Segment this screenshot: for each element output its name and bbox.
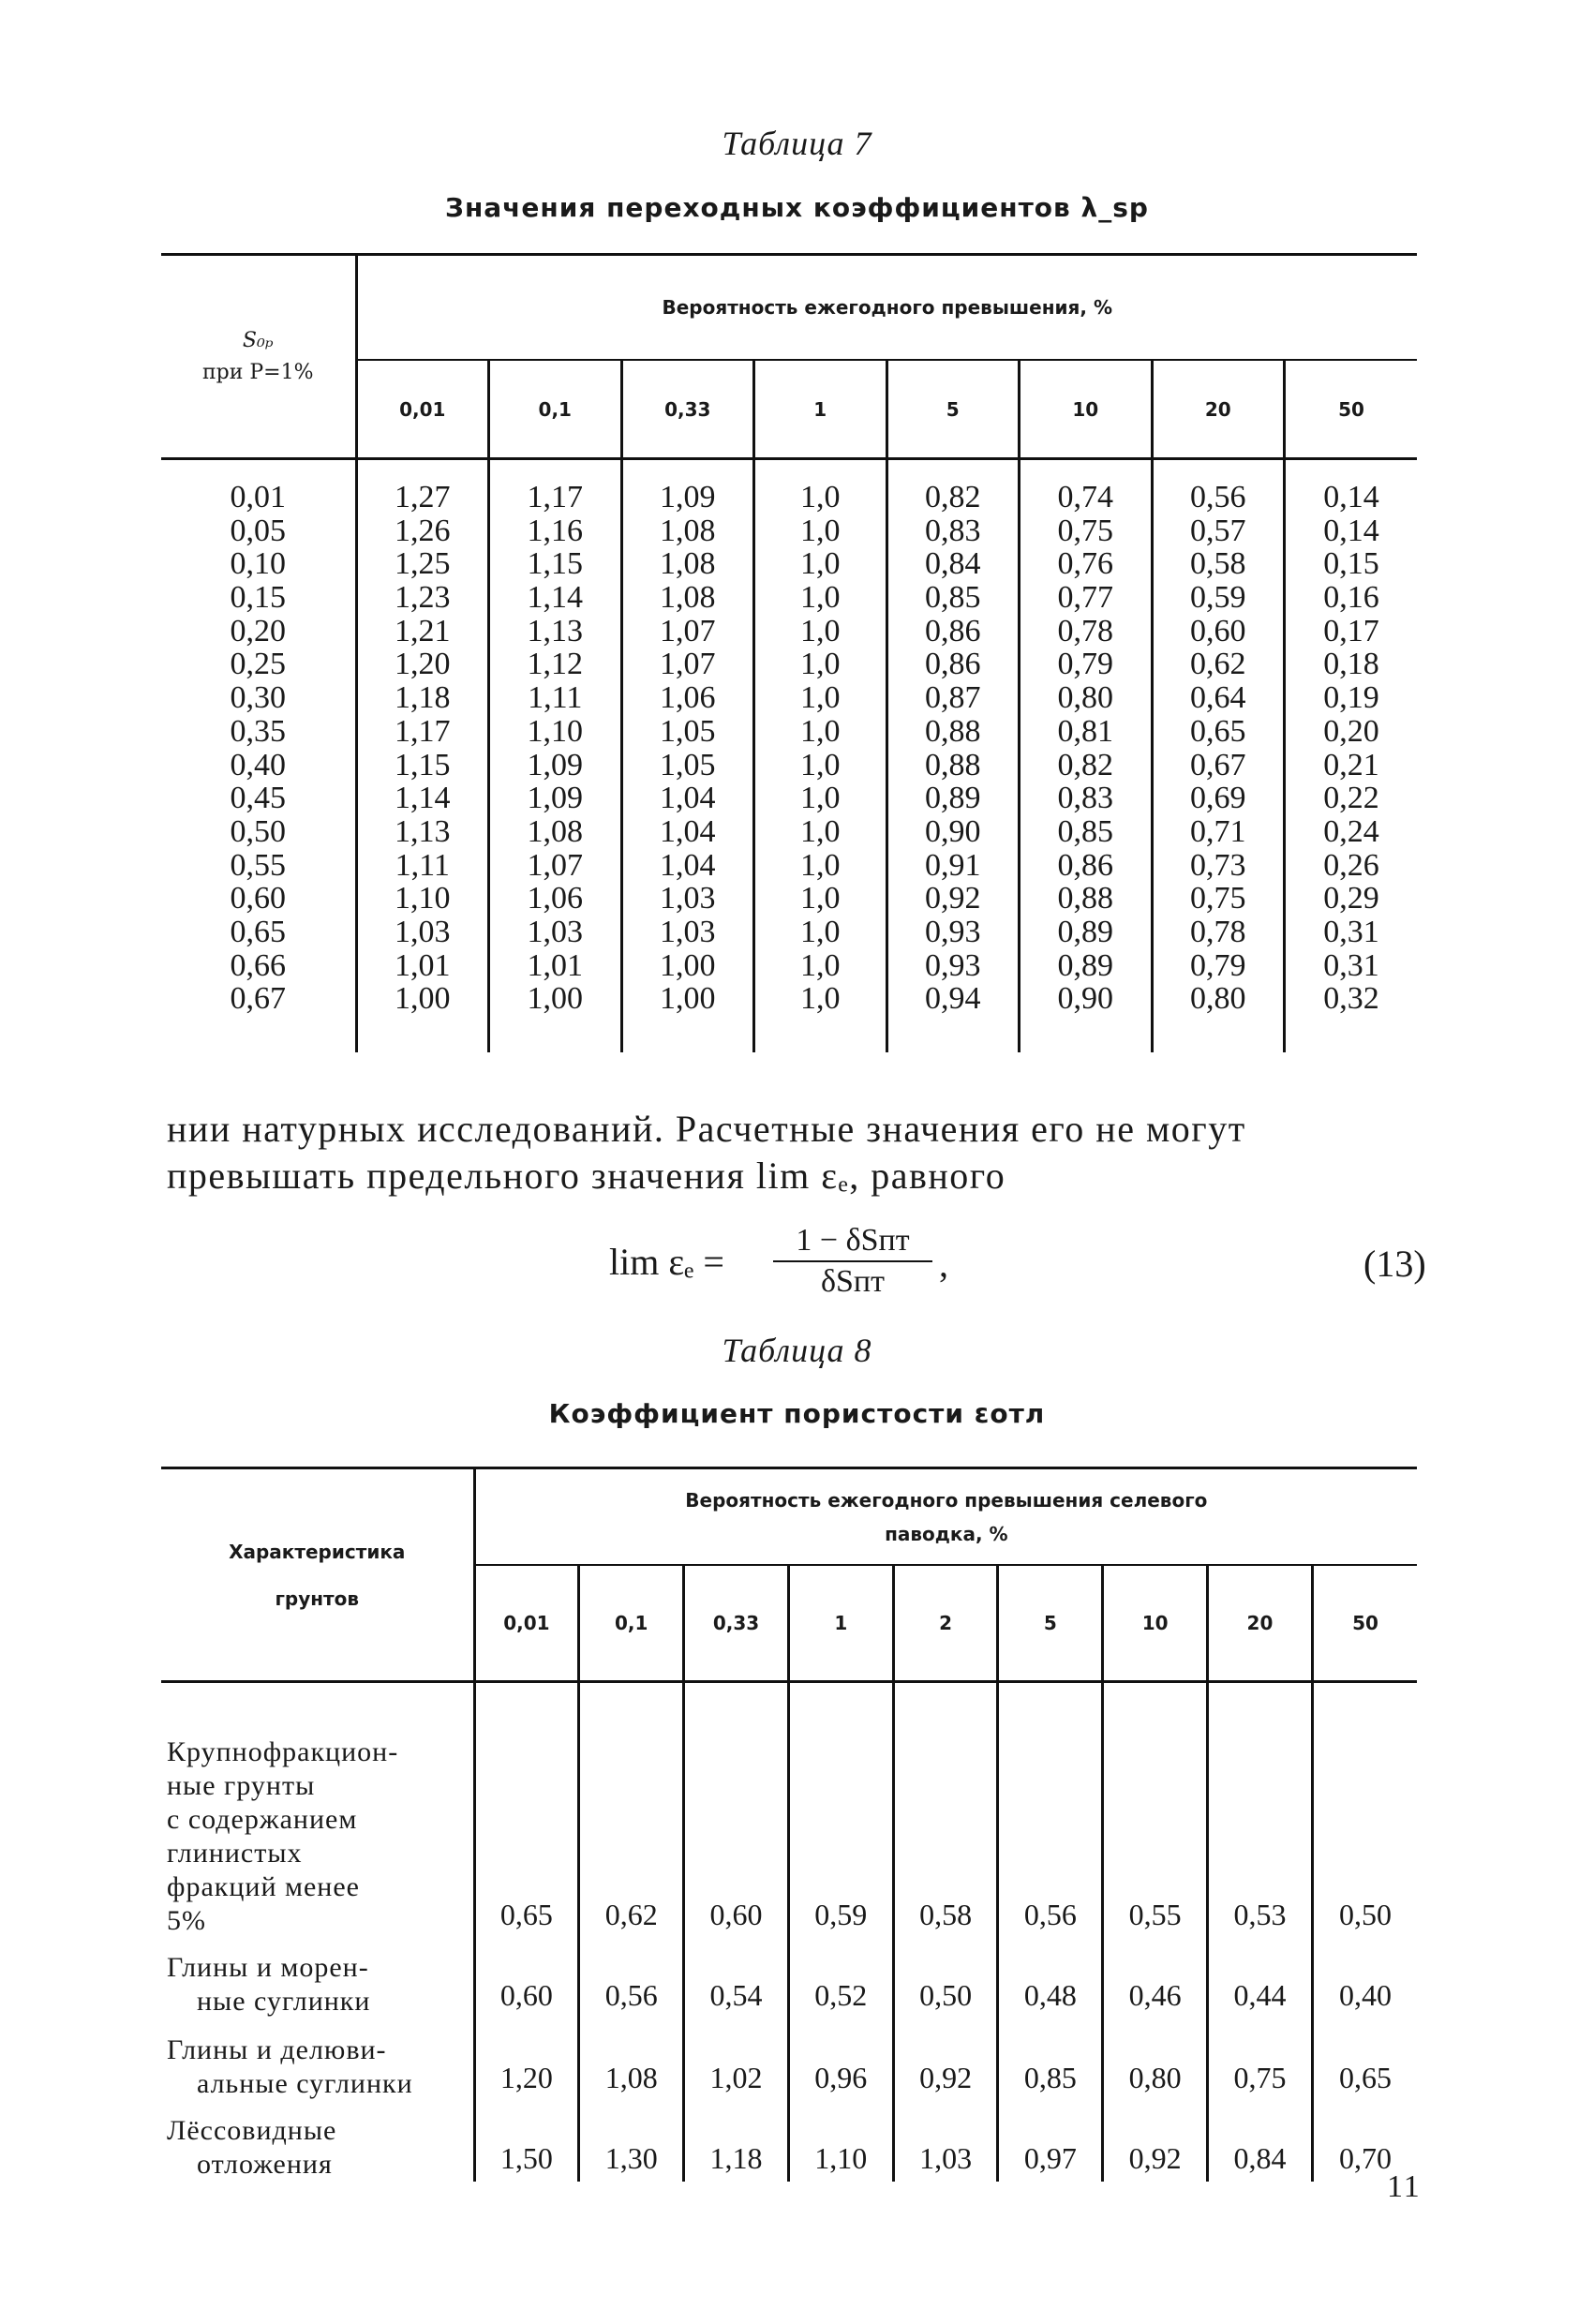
table7-cell: 1,17	[395, 713, 451, 749]
table7-stub-value: 0,35	[230, 713, 286, 749]
table7-cell: 0,77	[1057, 580, 1113, 616]
table7-cell: 1,26	[395, 513, 451, 548]
table8-cell: 0,80	[1103, 2019, 1208, 2101]
table7-cell: 0,80	[1057, 680, 1113, 716]
table8-group-header	[474, 1469, 1417, 1565]
table7-stub-header-symbol: S₀ₚ	[242, 328, 274, 352]
table8-soil-line: отложения	[197, 2149, 333, 2180]
table8-cell: 0,59	[788, 1709, 893, 1938]
table8-soil-line: альные суглинки	[197, 2068, 413, 2099]
table7-stub-value: 0,55	[230, 847, 286, 883]
table7-value-column	[754, 459, 887, 1053]
table8-cell: 0,75	[1208, 2019, 1313, 2101]
table7-cell: 0,88	[925, 747, 981, 782]
table7	[161, 253, 1417, 1052]
table7-cell: 1,20	[395, 647, 451, 682]
table8-prob-header: 0,1	[579, 1565, 684, 1681]
table7-cell: 1,04	[660, 847, 716, 883]
table7-cell: 0,14	[1323, 480, 1379, 514]
table8-cell: 0,97	[998, 2101, 1103, 2182]
table7-cell: 0,89	[925, 781, 981, 816]
table8-cell: 0,96	[788, 2019, 893, 2101]
table8-soil-line: глинистых	[167, 1838, 303, 1869]
table8-spacer-cell	[998, 1682, 1103, 1710]
table7-cell: 0,32	[1323, 981, 1379, 1017]
table7-cell: 1,03	[527, 914, 583, 949]
table8-caption: Таблица 8	[722, 1332, 872, 1369]
table8-cell: 0,55	[1103, 1709, 1208, 1938]
table8-cell: 0,92	[1103, 2101, 1208, 2182]
table8-cell: 0,58	[893, 1709, 998, 1938]
table7-cell: 0,86	[925, 647, 981, 682]
table8-cell: 0,44	[1208, 1938, 1313, 2019]
table7-cell: 0,82	[1057, 747, 1113, 782]
table8-cell: 1,50	[474, 2101, 579, 2182]
table7-prob-header: 5	[886, 360, 1020, 459]
formula-comma: ,	[939, 1243, 948, 1285]
table7-cell: 1,0	[800, 981, 841, 1017]
table7-cell: 0,80	[1190, 981, 1246, 1017]
table7-cell: 0,17	[1323, 613, 1379, 648]
formula-lhs: lim εₑ =	[609, 1241, 724, 1283]
table7-cell: 0,88	[925, 713, 981, 749]
table8-cell: 0,65	[1312, 2019, 1417, 2101]
table8-cell: 0,62	[579, 1709, 684, 1938]
table8-stub-header-line2: грунтов	[275, 1587, 360, 1610]
table7-cell: 1,15	[527, 546, 583, 582]
table7-stub-value: 0,15	[230, 580, 286, 616]
table7-cell: 1,11	[395, 847, 450, 883]
table8-cell: 0,52	[788, 1938, 893, 2019]
table7-cell: 1,0	[800, 847, 841, 883]
table8-prob-header: 5	[998, 1565, 1103, 1681]
table7-cell: 0,93	[925, 914, 981, 949]
table7-cell: 0,90	[1057, 981, 1113, 1017]
table7-stub-value: 0,05	[230, 513, 286, 548]
table8-soil-label	[161, 2101, 474, 2182]
table8-spacer-row	[161, 1682, 1417, 1710]
table7-value-column	[1285, 459, 1418, 1053]
table7-stub-value: 0,20	[230, 613, 286, 648]
table7-cell: 1,0	[800, 747, 841, 782]
table8-spacer-cell	[788, 1682, 893, 1710]
table7-stub-header	[161, 256, 356, 459]
formula-denominator: δSпт	[821, 1264, 885, 1299]
table7-cell: 0,18	[1323, 647, 1379, 682]
table7-cell: 1,11	[528, 680, 583, 716]
table8-prob-header: 1	[788, 1565, 893, 1681]
table8-cell: 0,84	[1208, 2101, 1313, 2182]
table7-stub-value: 0,45	[230, 781, 286, 816]
equation-number: (13)	[1363, 1243, 1426, 1285]
table7-cell: 0,86	[1057, 847, 1113, 883]
table7-cell: 0,65	[1190, 713, 1246, 749]
table7-prob-header: 50	[1285, 360, 1418, 459]
table7-prob-header: 10	[1020, 360, 1153, 459]
table7-cell: 0,20	[1323, 713, 1379, 749]
table7-cell: 0,62	[1190, 647, 1246, 682]
table7-cell: 1,0	[800, 480, 841, 514]
table7-cell: 1,07	[527, 847, 583, 883]
table7-cell: 0,78	[1057, 613, 1113, 648]
table8-cell: 0,53	[1208, 1709, 1313, 1938]
table8-spacer-cell	[893, 1682, 998, 1710]
table7-cell: 1,14	[395, 781, 451, 816]
table8-spacer-cell	[1103, 1682, 1208, 1710]
table7-cell: 1,21	[395, 613, 451, 648]
table7-cell: 0,85	[1057, 813, 1113, 849]
paragraph-line-1: нии натурных исследований. Расчетные значения его не могут	[167, 1108, 1246, 1150]
table7-cell: 0,75	[1190, 881, 1246, 916]
table7-cell: 0,93	[925, 947, 981, 983]
table8-soil-label	[161, 2019, 474, 2101]
table7-cell: 1,07	[660, 647, 716, 682]
table7-cell: 0,90	[925, 813, 981, 849]
table8-cell: 0,60	[684, 1709, 789, 1938]
table8-row	[161, 1709, 1417, 1938]
table7-cell: 1,06	[660, 680, 716, 716]
table7-stub-column	[161, 459, 356, 1053]
table7-cell: 0,79	[1057, 647, 1113, 682]
table8-row	[161, 2101, 1417, 2182]
formula-fraction	[773, 1223, 932, 1300]
table7-cell: 0,29	[1323, 881, 1379, 916]
table7-cell: 0,31	[1323, 914, 1379, 949]
table7-cell: 1,09	[527, 747, 583, 782]
table8-soil-line: Глины и делюви-	[167, 2034, 387, 2065]
table8-cell: 1,03	[893, 2101, 998, 2182]
table8-cell: 1,08	[579, 2019, 684, 2101]
table7-cell: 0,92	[925, 881, 981, 916]
table7-cell: 1,08	[660, 546, 716, 582]
table8-spacer-stub	[161, 1682, 474, 1710]
table7-value-column	[1152, 459, 1285, 1053]
table7-cell: 0,85	[925, 580, 981, 616]
table8-stub-header	[161, 1469, 474, 1682]
table7-cell: 1,18	[395, 680, 451, 716]
table7-cell: 1,0	[800, 813, 841, 849]
table7-cell: 1,08	[527, 813, 583, 849]
table8-row	[161, 2019, 1417, 2101]
table7-cell: 1,15	[395, 747, 451, 782]
table7-cell: 0,78	[1190, 914, 1246, 949]
table7-cell: 0,56	[1190, 480, 1246, 514]
table8-soil-line: фракций менее	[167, 1871, 360, 1902]
table7-cell: 0,94	[925, 981, 981, 1017]
table7-cell: 1,0	[800, 914, 841, 949]
table7-cell: 0,88	[1057, 881, 1113, 916]
table8-row	[161, 1938, 1417, 2019]
table7-cell: 1,00	[660, 981, 716, 1017]
table7-cell: 1,0	[800, 781, 841, 816]
table7-cell: 1,08	[660, 580, 716, 616]
table7-cell: 0,76	[1057, 546, 1113, 582]
table7-group-header: Вероятность ежегодного превышения, %	[356, 256, 1417, 360]
table8-soil-line: Лёссовидные	[167, 2115, 337, 2146]
table7-cell: 1,01	[395, 947, 451, 983]
table7-cell: 0,31	[1323, 947, 1379, 983]
table8-soil-label	[161, 1938, 474, 2019]
table8-spacer-cell	[1208, 1682, 1313, 1710]
table7-cell: 0,83	[925, 513, 981, 548]
table8-prob-header: 0,33	[684, 1565, 789, 1681]
table8-prob-header: 50	[1312, 1565, 1417, 1681]
table7-cell: 1,17	[527, 480, 583, 514]
table7-cell: 0,16	[1323, 580, 1379, 616]
table7-body-row	[161, 459, 1417, 1053]
table7-prob-header: 0,01	[356, 360, 489, 459]
table7-cell: 1,09	[527, 781, 583, 816]
table7-stub-value: 0,50	[230, 813, 286, 849]
table8-prob-header: 10	[1103, 1565, 1208, 1681]
table7-cell: 0,24	[1323, 813, 1379, 849]
table7-cell: 0,89	[1057, 914, 1113, 949]
table7-cell: 1,00	[527, 981, 583, 1017]
table8-prob-header: 2	[893, 1565, 998, 1681]
table7-cell: 0,82	[925, 480, 981, 514]
table7-cell: 1,06	[527, 881, 583, 916]
table7-cell: 1,03	[660, 881, 716, 916]
table8-soil-label	[161, 1709, 474, 1938]
table7-cell: 0,74	[1057, 480, 1113, 514]
table7-stub-value: 0,40	[230, 747, 286, 782]
table8-cell: 1,02	[684, 2019, 789, 2101]
table8-cell: 0,65	[474, 1709, 579, 1938]
table7-stub-value: 0,25	[230, 647, 286, 682]
table7-cell: 1,08	[660, 513, 716, 548]
table7-cell: 0,91	[925, 847, 981, 883]
table7-value-column	[1020, 459, 1153, 1053]
table7-cell: 1,09	[660, 480, 716, 514]
table7-cell: 1,03	[395, 914, 451, 949]
table7-cell: 1,0	[800, 947, 841, 983]
table7-prob-header: 0,1	[489, 360, 622, 459]
table7-cell: 1,0	[800, 647, 841, 682]
table8-body	[161, 1682, 1417, 2182]
table7-stub-value: 0,30	[230, 680, 286, 716]
table8-cell: 0,92	[893, 2019, 998, 2101]
table7-cell: 1,05	[660, 713, 716, 749]
table7-cell: 0,67	[1190, 747, 1246, 782]
table7-cell: 1,0	[800, 680, 841, 716]
table8-prob-header: 0,01	[474, 1565, 579, 1681]
table8-cell: 0,70	[1312, 2101, 1417, 2182]
table7-stub-value: 0,67	[230, 981, 286, 1017]
table7-cell: 1,16	[527, 513, 583, 548]
table7-stub-value: 0,60	[230, 881, 286, 916]
table8-soil-line: Крупнофракцион-	[167, 1736, 399, 1767]
table7-cell: 1,13	[527, 613, 583, 648]
table8-spacer-cell	[579, 1682, 684, 1710]
table7-cell: 1,0	[800, 613, 841, 648]
table8-stub-header-line1: Характеристика	[229, 1540, 406, 1563]
table7-cell: 1,05	[660, 747, 716, 782]
table7-cell: 0,83	[1057, 781, 1113, 816]
table8-cell: 0,50	[893, 1938, 998, 2019]
table8-cell: 0,50	[1312, 1709, 1417, 1938]
table7-cell: 0,21	[1323, 747, 1379, 782]
table8-group-header-line2: паводка, %	[885, 1522, 1008, 1545]
table7-stub-value: 0,66	[230, 947, 286, 983]
table8-cell: 1,18	[684, 2101, 789, 2182]
table8-spacer-cell	[684, 1682, 789, 1710]
table8-title: Коэффициент пористости εотл	[548, 1398, 1046, 1429]
table8-cell: 0,40	[1312, 1938, 1417, 2019]
table7-cell: 1,10	[395, 881, 451, 916]
table8-spacer-cell	[1312, 1682, 1417, 1710]
table8-cell: 1,10	[788, 2101, 893, 2182]
table8-cell: 0,48	[998, 1938, 1103, 2019]
table8	[161, 1467, 1417, 2182]
table7-cell: 1,04	[660, 781, 716, 816]
table7-cell: 1,27	[395, 480, 451, 514]
table8-cell: 0,54	[684, 1938, 789, 2019]
table8-cell: 0,85	[998, 2019, 1103, 2101]
table7-cell: 0,84	[925, 546, 981, 582]
table7-prob-header: 0,33	[621, 360, 754, 459]
table7-cell: 0,22	[1323, 781, 1379, 816]
table7-stub-header-condition: при P=1%	[201, 360, 314, 384]
table7-cell: 0,73	[1190, 847, 1246, 883]
paragraph-line-2: превышать предельного значения lim εₑ, равного	[167, 1155, 1006, 1197]
table8-prob-header: 20	[1208, 1565, 1313, 1681]
table8-soil-line: 5%	[167, 1905, 206, 1936]
table7-cell: 1,0	[800, 580, 841, 616]
table7-value-column	[489, 459, 622, 1053]
table8-cell: 0,56	[998, 1709, 1103, 1938]
table7-cell: 1,14	[527, 580, 583, 616]
table7-cell: 0,86	[925, 613, 981, 648]
table7-cell: 1,07	[660, 613, 716, 648]
table7-title: Значения переходных коэффициентов λ_sp	[445, 192, 1149, 223]
page-number: 11	[1387, 2169, 1422, 2204]
table7-cell: 0,19	[1323, 680, 1379, 716]
table7-cell: 1,01	[527, 947, 583, 983]
table7-cell: 1,0	[800, 513, 841, 548]
table7-cell: 1,10	[527, 713, 583, 749]
table7-stub-value: 0,01	[230, 480, 286, 514]
table7-cell: 0,15	[1323, 546, 1379, 582]
table8-soil-line: с содержанием	[167, 1804, 358, 1835]
table7-cell: 1,04	[660, 813, 716, 849]
table8-soil-line: ные грунты	[167, 1770, 316, 1801]
table7-cell: 1,00	[660, 947, 716, 983]
formula-numerator: 1 − δSпт	[773, 1223, 932, 1262]
table7-value-column	[886, 459, 1020, 1053]
table8-cell: 0,56	[579, 1938, 684, 2019]
table7-cell: 0,69	[1190, 781, 1246, 816]
table8-cell: 0,46	[1103, 1938, 1208, 2019]
table8-cell: 1,30	[579, 2101, 684, 2182]
table7-cell: 1,13	[395, 813, 451, 849]
table7-cell: 0,64	[1190, 680, 1246, 716]
table7-prob-header: 1	[754, 360, 887, 459]
table7-cell: 0,14	[1323, 513, 1379, 548]
table7-cell: 0,75	[1057, 513, 1113, 548]
table7-stub-value: 0,65	[230, 914, 286, 949]
table7-cell: 0,26	[1323, 847, 1379, 883]
table7-cell: 0,59	[1190, 580, 1246, 616]
table8-group-header-line1: Вероятность ежегодного превышения селевого	[685, 1488, 1208, 1512]
table7-cell: 0,81	[1057, 713, 1113, 749]
table7-value-column	[356, 459, 489, 1053]
table7-cell: 0,58	[1190, 546, 1246, 582]
table7-cell: 0,71	[1190, 813, 1246, 849]
table7-cell: 1,23	[395, 580, 451, 616]
table7-cell: 1,0	[800, 713, 841, 749]
table7-cell: 1,12	[527, 647, 583, 682]
table7-cell: 1,25	[395, 546, 451, 582]
table7-cell: 0,79	[1190, 947, 1246, 983]
table7-cell: 1,00	[395, 981, 451, 1017]
table7-cell: 0,60	[1190, 613, 1246, 648]
table8-spacer-cell	[474, 1682, 579, 1710]
table7-prob-header: 20	[1152, 360, 1285, 459]
table7-cell: 1,03	[660, 914, 716, 949]
table7-cell: 1,0	[800, 881, 841, 916]
table8-soil-line: Глины и морен-	[167, 1952, 369, 1983]
table7-caption: Таблица 7	[722, 125, 872, 162]
table7-value-column	[621, 459, 754, 1053]
table8-cell: 1,20	[474, 2019, 579, 2101]
table7-cell: 1,0	[800, 546, 841, 582]
table7-stub-value: 0,10	[230, 546, 286, 582]
table7-cell: 0,87	[925, 680, 981, 716]
table7-cell: 0,57	[1190, 513, 1246, 548]
table8-soil-line: ные суглинки	[197, 1986, 371, 2017]
table8-cell: 0,60	[474, 1938, 579, 2019]
table7-cell: 0,89	[1057, 947, 1113, 983]
